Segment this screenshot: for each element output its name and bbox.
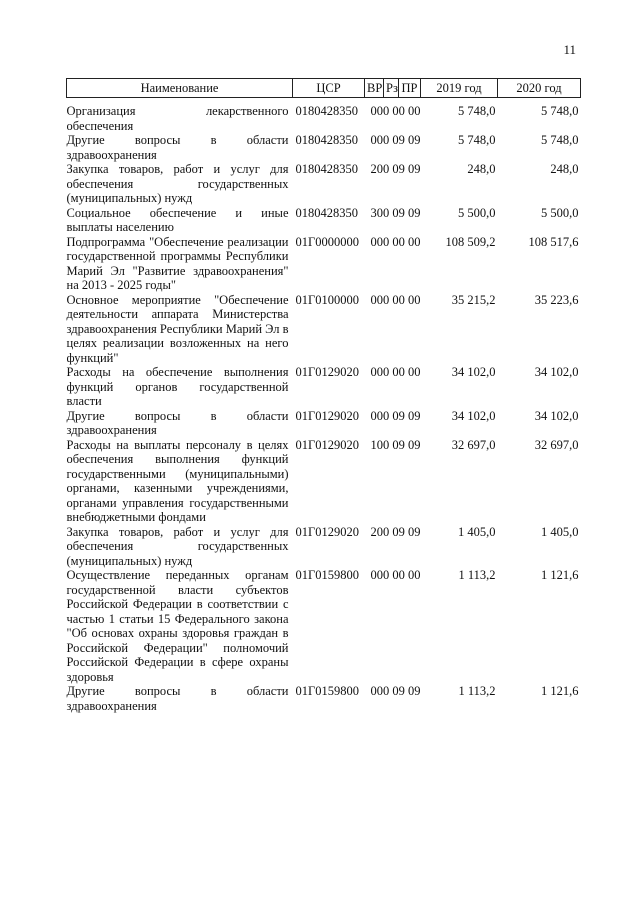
table-row [67,133,581,162]
row-codes: 000 00 00 [370,234,421,249]
row-name: Осуществление переданных органам государственной власти субъектов Российской Федерации в соответствии с частью 1 статьи 15 Федерального закона "Об основах охраны здоровья граждан в Российской Федерации" полномочий Российской Федерации в сфере охраны здоровья [66,568,289,684]
row-2020: 34 102,0 [534,408,579,423]
row-name: Подпрограмма "Обеспечение реализации государственной программы Республики Марий Эл "Развитие здравоохранения" на 2013 - 2025 годы" [66,234,289,292]
header-pr: ПР [399,79,421,98]
row-codes: 000 00 00 [370,365,421,379]
row-2020: 1 121,6 [541,684,579,698]
row-2019: 34 102,0 [451,365,496,379]
row-2019: 5 748,0 [458,104,496,118]
row-2020: 1 121,6 [541,568,579,582]
row-2019: 248,0 [467,162,496,176]
row-2020: 34 102,0 [534,365,579,379]
row-2020: 248,0 [550,162,579,176]
row-2019: 35 215,2 [451,292,496,307]
row-codes: 100 09 09 [370,437,421,452]
row-codes: 000 09 09 [370,133,421,147]
table-row [67,235,581,293]
row-2019: 34 102,0 [451,408,496,423]
row-csr: 01Г0129020 [295,365,359,379]
row-codes: 000 09 09 [370,684,421,698]
table-header-row [67,79,581,98]
row-2019: 5 748,0 [458,133,496,147]
row-csr: 01Г0129020 [295,437,359,452]
row-codes: 200 09 09 [370,162,421,176]
row-codes: 000 00 00 [370,568,421,582]
row-csr: 0180428350 [295,162,358,176]
row-codes: 000 00 00 [370,104,421,118]
header-csr: ЦСР [293,79,365,98]
table-row [67,206,581,235]
row-2019: 32 697,0 [451,437,496,452]
row-name: Расходы на обеспечение выполнения функций органов государственной власти [66,365,289,408]
row-csr: 0180428350 [295,104,358,118]
table-row [67,438,581,525]
row-2019: 108 509,2 [445,234,496,249]
header-name: Наименование [67,79,293,98]
row-csr: 01Г0159800 [295,684,359,698]
row-csr: 01Г0100000 [295,292,359,307]
header-2020: 2020 год [498,79,581,98]
row-csr: 01Г0129020 [295,408,359,423]
row-csr: 0180428350 [295,205,358,220]
row-2019: 1 113,2 [458,684,496,698]
row-name: Закупка товаров, работ и услуг для обеспечения государственных (муниципальных) нужд [66,162,289,205]
row-2020: 5 500,0 [541,205,579,220]
row-name: Социальное обеспечение и иные выплаты населению [66,205,289,234]
row-csr: 01Г0129020 [295,524,359,539]
row-2019: 1 113,2 [458,568,496,582]
table-row [67,684,581,713]
table-row [67,409,581,438]
row-csr: 0180428350 [295,133,358,147]
row-2020: 5 748,0 [541,133,579,147]
row-2019: 5 500,0 [458,205,496,220]
row-csr: 01Г0159800 [295,568,359,582]
row-name: Другие вопросы в области здравоохранения [66,408,289,437]
row-codes: 300 09 09 [370,205,421,220]
table-row [67,162,581,206]
budget-table [66,78,581,713]
table-row [67,525,581,569]
row-2020: 32 697,0 [534,437,579,452]
row-name: Расходы на выплаты персоналу в целях обеспечения выполнения функций государственными (муниципальными) органами, казенными учреждениями, органами управления государственными внебюджетными фондами [66,437,289,524]
row-csr: 01Г0000000 [295,234,359,249]
row-codes: 000 09 09 [370,408,421,423]
table-row [67,568,581,684]
header-2019: 2019 год [421,79,498,98]
table-row [67,98,581,134]
row-codes: 200 09 09 [370,524,421,539]
row-name: Другие вопросы в области здравоохранения [66,133,289,162]
row-2019: 1 405,0 [458,524,496,539]
row-name: Другие вопросы в области здравоохранения [66,684,289,713]
table-row [67,365,581,409]
row-2020: 5 748,0 [541,104,579,118]
row-2020: 35 223,6 [534,292,579,307]
row-codes: 000 00 00 [370,292,421,307]
row-name: Основное мероприятие "Обеспечение деятельности аппарата Министерства здравоохранения Республики Марий Эл в целях реализации возложенных на него функций" [66,292,289,365]
page-number: 11 [563,42,576,57]
table-row [67,293,581,366]
row-name: Организация лекарственного обеспечения [66,104,289,133]
row-2020: 1 405,0 [541,524,579,539]
row-2020: 108 517,6 [528,234,579,249]
header-vr: ВР [365,79,384,98]
header-rz: Рз [384,79,399,98]
row-name: Закупка товаров, работ и услуг для обеспечения государственных (муниципальных) нужд [66,524,289,568]
